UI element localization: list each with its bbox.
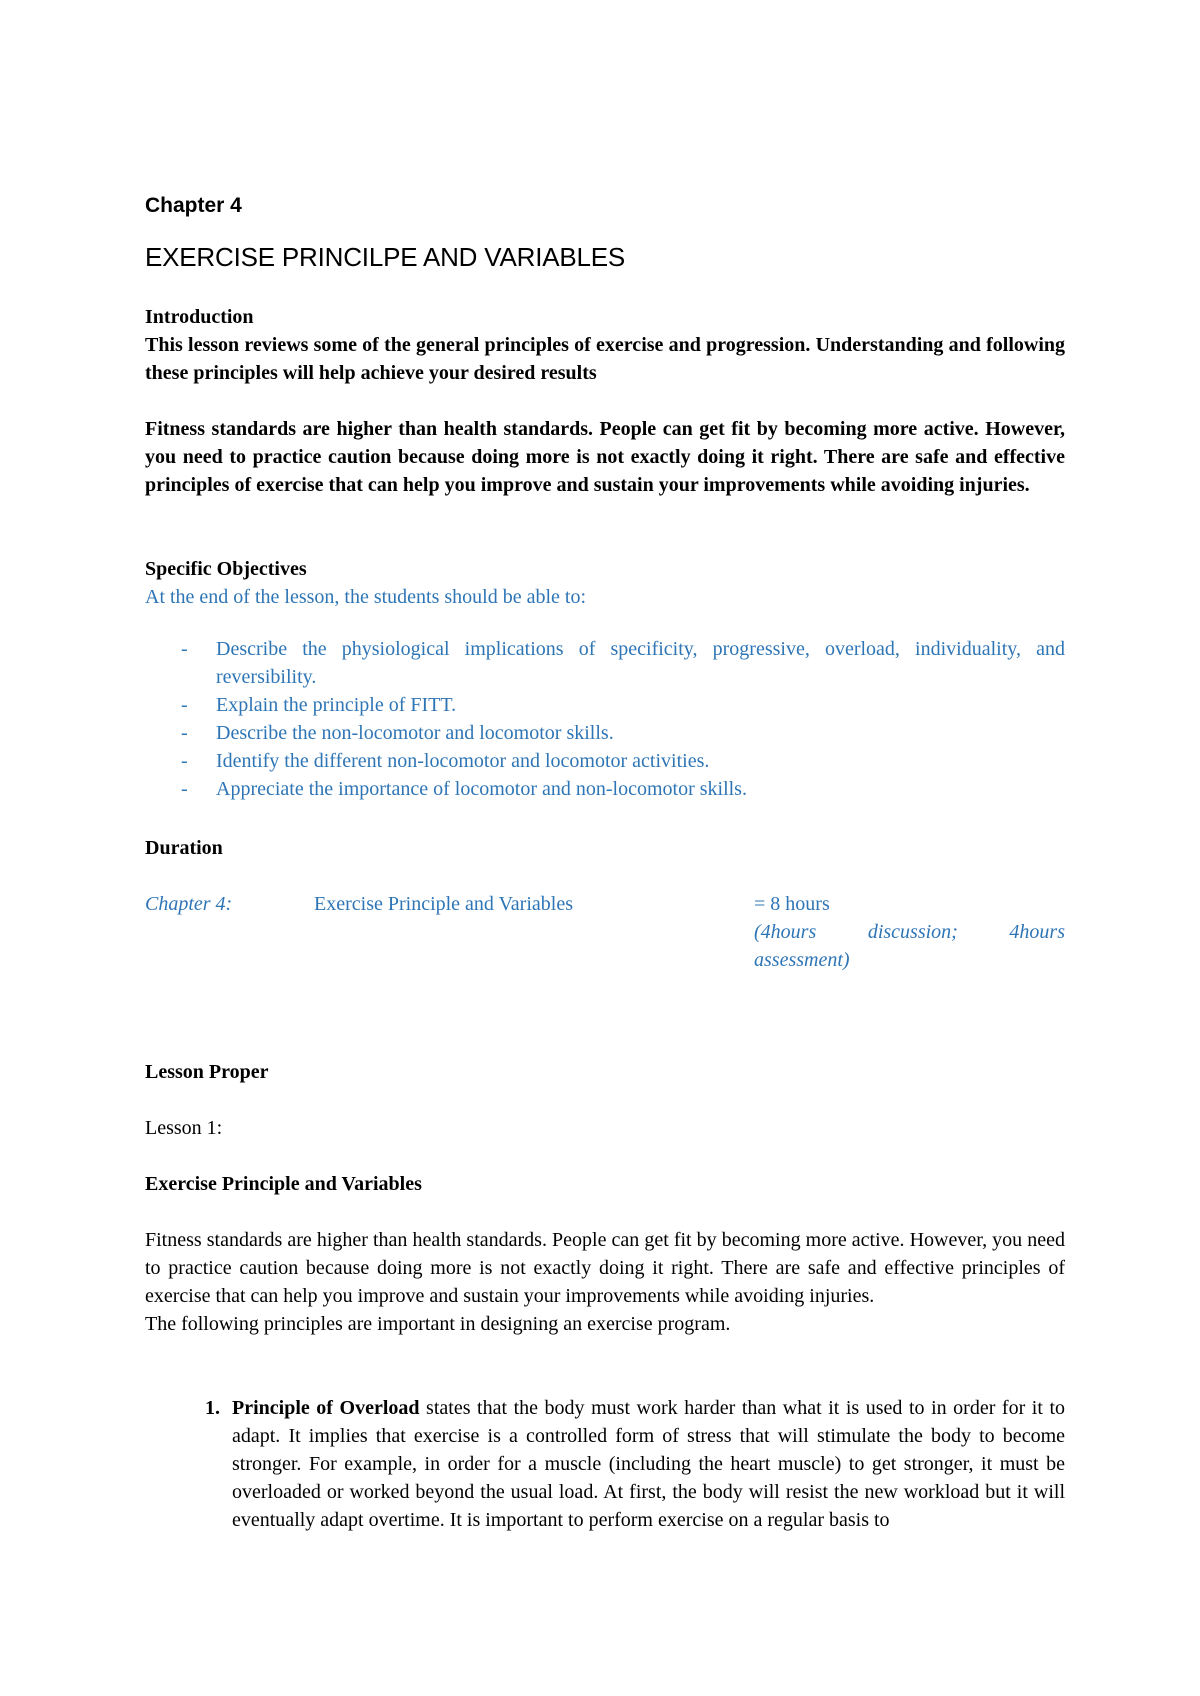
duration-chapter: Chapter 4: [145, 893, 233, 915]
bullet-dash: - [181, 694, 188, 716]
objective-item [181, 691, 1065, 719]
duration-topic: Exercise Principle and Variables [314, 893, 573, 915]
lesson-body [145, 1226, 1065, 1338]
principle-number: 1. [205, 1397, 220, 1419]
lesson-paragraph: Fitness standards are higher than health standards. People can get fit by becoming more active. However, you need to practice caution because doing more is not exactly doing it right. There are safe and effective principles of exercise that can help you improve and sustain your improvements while avoiding injuries. [145, 1229, 1065, 1307]
principles-list [205, 1394, 1065, 1534]
fitness-standards-paragraph: Fitness standards are higher than health standards. People can get fit by becoming more active. However, you need to practice caution because doing more is not exactly doing it right. There are safe and effective principles of exercise that can help you improve and sustain your improvements while avoiding injuries. [145, 418, 1065, 496]
objective-item [181, 719, 1065, 747]
bullet-dash: - [181, 750, 188, 772]
introduction-heading: Introduction [145, 306, 254, 328]
chapter-label: Chapter 4 [145, 194, 242, 217]
objective-text: Identify the different non-locomotor and locomotor activities. [216, 750, 710, 772]
objective-item [181, 635, 1065, 691]
objectives-heading: Specific Objectives [145, 558, 307, 580]
objective-item [181, 775, 1065, 803]
objective-text: Describe the non-locomotor and locomotor skills. [216, 722, 614, 744]
bullet-dash: - [181, 638, 188, 660]
objectives-lead: At the end of the lesson, the students should be able to: [145, 586, 587, 608]
lesson-title: Exercise Principle and Variables [145, 1173, 422, 1195]
duration-hours: = 8 hours [754, 893, 830, 915]
duration-heading: Duration [145, 837, 223, 859]
objective-text: Appreciate the importance of locomotor and non-locomotor skills. [216, 778, 747, 800]
principle-term: Principle of Overload [232, 1397, 420, 1419]
bullet-dash: - [181, 778, 188, 800]
lesson-proper-heading: Lesson Proper [145, 1061, 269, 1083]
bullet-dash: - [181, 722, 188, 744]
objectives-list [181, 635, 1065, 803]
objective-item [181, 747, 1065, 775]
objective-text: Describe the physiological implications of specificity, progressive, overload, individuality, and reversibility. [216, 638, 1065, 688]
document-title: EXERCISE PRINCILPE AND VARIABLES [145, 242, 626, 272]
introduction-paragraph: This lesson reviews some of the general principles of exercise and progression. Understanding and following these principles will help achieve your desired results [145, 334, 1065, 384]
duration-hours-cell [754, 890, 1065, 974]
duration-detail: (4hours discussion; 4hours assessment) [754, 921, 1065, 971]
principle-text: states that the body must work harder than what it is used to in order for it to adapt. It implies that exercise is a controlled form of stress that will stimulate the body to become stronger. For example, in order for a muscle (including the heart muscle) to get stronger, it must be overloaded or worked beyond the usual load. At first, the body will resist the new workload but it will eventually adapt overtime. It is important to perform exercise on a regular basis to [232, 1397, 1066, 1531]
lesson-number: Lesson 1: [145, 1117, 223, 1139]
objective-text: Explain the principle of FITT. [216, 694, 457, 716]
principle-item [205, 1394, 1065, 1534]
lesson-following-line: The following principles are important in designing an exercise program. [145, 1313, 731, 1335]
